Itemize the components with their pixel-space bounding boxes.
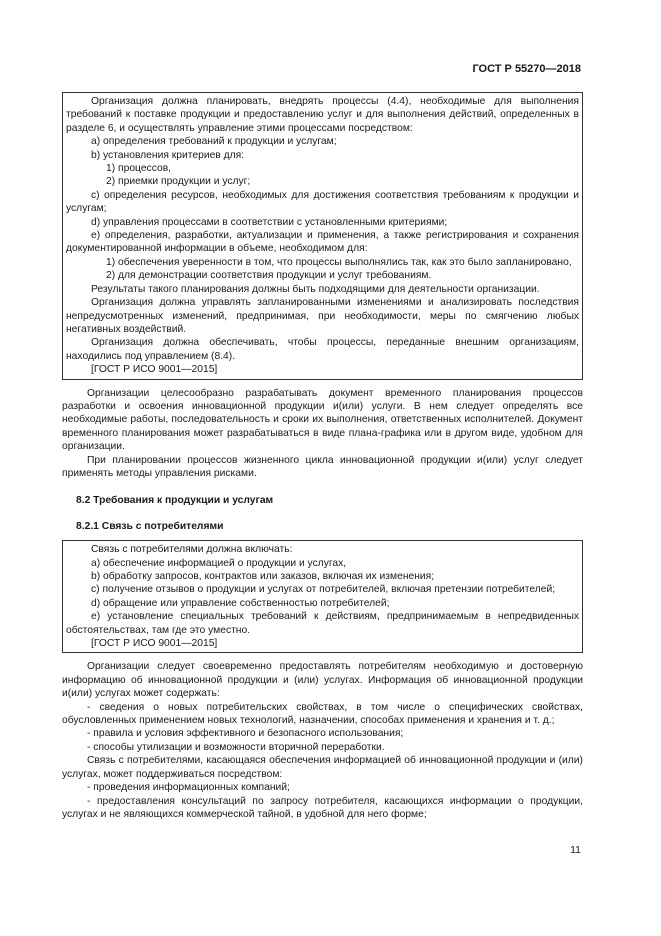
- paragraph: Организации целесообразно разрабатывать документ временного планирования процессов разработки и освоения инновационной продукции и(или) услуги. В нем следует определять все необходимые работы, последовательность и сроки их выполнения, ответственных исполнителей. Документ временного планирования может разрабатываться в виде плана-графика или в другом виде, удобном для организации.: [62, 387, 583, 453]
- list-item: d) обращение или управление собственностью потребителей;: [91, 597, 390, 609]
- page-content: [62, 92, 583, 821]
- list-item: с) определения ресурсов, необходимых для достижения соответствия требованиям к продукции и услугам;: [66, 189, 579, 215]
- paragraph: Организации следует своевременно предоставлять потребителям необходимую и достоверную информацию об инновационной продукции и (или) услугах. Информация об инновационной продукции и(или) услугах может содержать:: [62, 661, 583, 700]
- bullet-item: - сведения о новых потребительских свойствах, в том числе о специфических свойствах, обусловленных применением новых технологий, назначении, способах применения и хранения и т. д.;: [62, 701, 583, 727]
- paragraph: При планировании процессов жизненного цикла инновационной продукции и(или) услуг следует применять методы управления рисками.: [62, 454, 583, 479]
- bullet-item: - проведения информационных компаний;: [87, 782, 290, 794]
- list-subitem: 1) процессов,: [106, 163, 172, 175]
- list-item: b) установления критериев для:: [91, 149, 245, 161]
- section-heading: 8.2 Требования к продукции и услугам: [76, 495, 274, 507]
- reference: [ГОСТ Р ИСО 9001—2015]: [91, 364, 218, 376]
- page-number: 11: [570, 844, 581, 856]
- list-item: b) обработку запросов, контрактов или заказов, включая их изменения;: [91, 571, 435, 582]
- list-subitem: 1) обеспечения уверенности в том, что процессы выполнялись так, как это было запланировано,: [106, 256, 572, 268]
- list-item: е) определения, разработки, актуализации и применения, а также регистрирования и сохранения документированной информации в объеме, необходимом для:: [66, 230, 579, 255]
- reference: [ГОСТ Р ИСО 9001—2015]: [91, 638, 218, 650]
- paragraph: Результаты такого планирования должны быть подходящими для деятельности организации.: [91, 283, 540, 295]
- paragraph: Организация должна планировать, внедрять процессы (4.4), необходимые для выполнения требований к поставке продукции и предоставлению услуг и для выполнения действий, определенных в разделе 6, и осуществлять управление этими процессами посредством:: [66, 96, 579, 134]
- bullet-item: - способы утилизации и возможности вторичной переработки.: [87, 741, 385, 753]
- list-item: с) получение отзывов о продукции и услугах от потребителей, включая претензии потребителей;: [91, 584, 556, 596]
- list-item: а) обеспечение информацией о продукции и услугах,: [91, 557, 347, 569]
- quote-box-planning: [62, 92, 583, 380]
- document-number: ГОСТ Р 55270—2018: [472, 63, 581, 75]
- paragraph: Организация должна обеспечивать, чтобы процессы, переданные внешним организациям, находились под управлением (8.4).: [66, 337, 579, 362]
- list-subitem: 2) приемки продукции и услуг;: [106, 176, 251, 188]
- bullet-item: - предоставления консультаций по запросу потребителя, касающихся информации о продукции, услугах и не являющихся коммерческой тайной, в удобной для него форме;: [62, 795, 583, 820]
- list-item: а) определения требований к продукции и услугам;: [91, 136, 337, 148]
- list-item: е) установление специальных требований к действиям, предпринимаемым в непредвиденных обстоятельствах, там где это уместно.: [66, 611, 579, 636]
- paragraph: Связь с потребителями, касающаяся обеспечения информацией об инновационной продукции и (или) услугах, может поддерживаться посредством:: [62, 755, 583, 780]
- quote-box-communication: [62, 540, 583, 653]
- subsection-heading: 8.2.1 Связь с потребителями: [76, 520, 224, 532]
- paragraph: Связь с потребителями должна включать:: [91, 544, 293, 556]
- paragraph: Организация должна управлять запланированными изменениями и анализировать последствия непредусмотренных изменений, предпринимая, при необходимости, меры по смягчению любых негативных воздействий.: [66, 297, 579, 335]
- list-subitem: 2) для демонстрации соответствия продукции и услуг требованиям.: [106, 270, 432, 282]
- list-item: d) управления процессами в соответствии с установленными критериями;: [91, 216, 448, 228]
- bullet-item: - правила и условия эффективного и безопасного использования;: [87, 728, 404, 740]
